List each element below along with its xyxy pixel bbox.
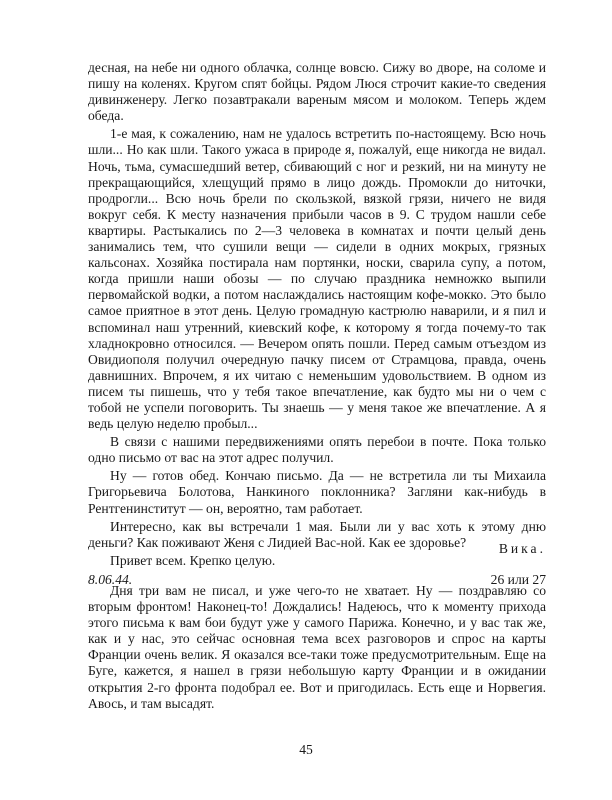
paragraph-may-day: 1-е мая, к сожалению, нам не удалось встретить по-настоящему. Всю ночь шли... Но как шли. Такого ужаса в природе я, пожалуй, еще никогда не видал. Ночь, тьма, сумасшедший ветер, сбивающий с ног и резкий, ни на минуту не прекращающийся, хлещущий прямо в лицо дождь. Промокли до ниточки, продрогли... Всю ночь брели по скользкой, вязкой грязи, ничего не видя вокруг себя. К месту назначения прибыли часов в 9. С трудом нашли себе квартиры. Растыкались по 2—3 человека в комнатах и почти целый день занимались тем, что сушили вещи — сидели в одних мокрых, грязных кальсонах. Хозяйка постирала нам портянки, носки, сварила супу, а потом, когда пришли наши обозы — по случаю праздника немножко выпили первомайской водки, а потом наслаждались настоящим кофе-мокко. Это было самое приятное в этот день. Целую громадную кастрюлю наварили, и я пил и вспоминал наш утренний, киевский кофе, к которому я тогда почему-то так хладнокровно относился. — Вечером опять пошли. Перед самым отъездом из Овидиополя получил очередную пачку писем от Страмцова, правда, очень давнишних. Впрочем, я их читаю с неменьшим удовольствием. В одном из писем ты пишешь, что у тебя такое впечатление, как будто мы ни о чем с тобой не успели поговорить. Ты знаешь — у меня такое же впечатление. А я ведь целую неделю пробыл... — [88, 126, 546, 432]
entry-body — [88, 583, 546, 712]
paragraph-greeting: Привет всем. Крепко целую. — [110, 552, 276, 568]
signature: Вика. — [498, 541, 546, 556]
page-number: 45 — [299, 742, 313, 757]
paragraph-dinner: Ну — готов обед. Кончаю письмо. Да — не встретила ли ты Михаила Григорьевича Болотова, Нанкиного поклонника? Загляни как-нибудь в Рентгенинститут — он, вероятно, там работает. — [88, 468, 546, 516]
paragraph-question: Интересно, как вы встречали 1 мая. Были ли у вас хоть к этому дню деньги? Как поживают Женя с Лидией Вас-ной. Как ее здоровье? — [88, 518, 546, 550]
paragraph-continued: десная, на небе ни одного облачка, солнце вовсю. Сижу во дворе, на соломе и пишу на коленях. Кругом спят бойцы. Рядом Люся строчит какие-то сведения дивинженеру. Легко позавтракали вареным мясом и молоком. Теперь ждем обеда. — [88, 60, 546, 124]
paragraph-second-front: Дня три вам не писал, и уже чего-то не хватает. Ну — поздравляю со вторым фронтом! Наконец-то! Дождались! Надеюсь, что к моменту прихода этого письма к вам бои будут уже у самого Парижа. Конечно, и у вас так же, как и у нас, это сейчас основная тема всех разговоров и спрос на карты Франции очень велик. Я оказался все-таки тоже предусмотрительным. Еще на Буге, кажется, я нашел в грязи небольшую карту Франции и в ожидании открытия 2-го фронта подобрал ее. Вот и пригодилась. Есть еще и Норвегия. Авось, и там высадят. — [88, 583, 546, 711]
entry-note: 26 или 27 — [490, 572, 546, 587]
entry-date: 8.06.44. — [88, 572, 133, 587]
letter-body — [88, 60, 546, 569]
paragraph-mail: В связи с нашими передвижениями опять перебои в почте. Пока только одно письмо от вас на этот адрес получил. — [88, 434, 546, 466]
